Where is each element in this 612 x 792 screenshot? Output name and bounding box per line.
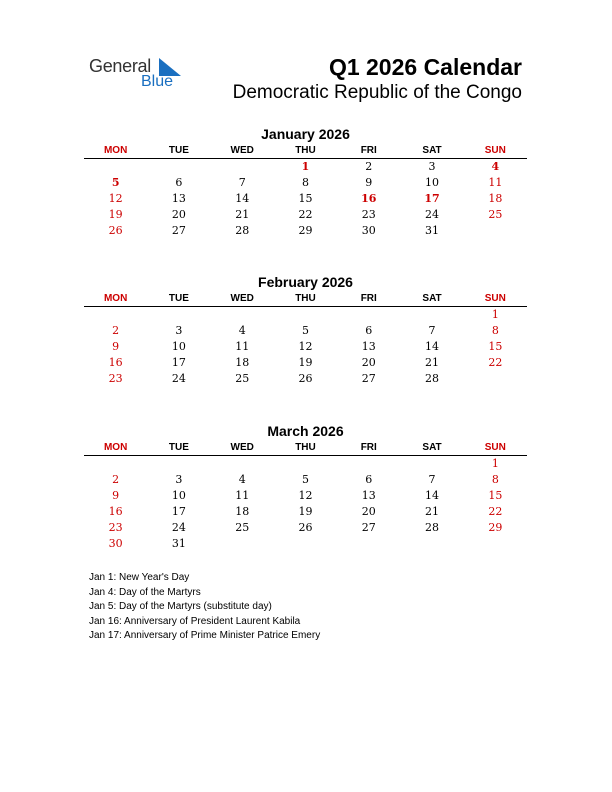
day-cell: 2 [365,160,373,173]
weekday-label: THU [295,293,316,304]
day-cell: 2 [112,473,120,486]
logo-text-blue: Blue [141,73,174,90]
day-cell: 20 [361,356,376,369]
day-cell: 21 [425,505,440,518]
weekday-label: TUE [168,442,189,453]
day-cell [337,536,400,552]
day-cell [84,159,147,175]
day-cell: 19 [298,505,313,518]
day-cell: 23 [108,521,123,534]
logo-text-general: General [89,56,151,76]
weekday-label: FRI [360,293,377,304]
day-cell: 8 [491,324,499,337]
week-row [84,175,527,191]
day-cell: 14 [425,489,440,502]
day-cell: 12 [298,340,313,353]
week-row [84,339,527,355]
weekday-header [84,292,527,307]
day-cell: 2 [112,324,120,337]
day-cell: 20 [171,208,186,221]
weekday-label: WED [230,293,254,304]
month-title: March 2026 [267,423,344,439]
day-cell: 16 [361,192,377,205]
day-cell: 25 [235,372,250,385]
day-cell: 28 [235,224,250,237]
day-cell: 5 [301,473,309,486]
day-cell: 25 [235,521,250,534]
day-cell: 13 [171,192,186,205]
day-cell: 8 [491,473,499,486]
day-cell [147,456,210,472]
day-cell: 1 [491,457,499,470]
day-cell: 30 [108,537,123,550]
day-cell: 3 [175,324,183,337]
day-cell: 17 [424,192,440,205]
day-cell: 12 [298,489,313,502]
weekday-label: FRI [360,442,377,453]
day-cell: 4 [491,160,500,173]
day-cell [337,307,400,323]
holiday-item: Jan 5: Day of the Martyrs (substitute day) [89,601,272,613]
day-cell: 16 [108,505,123,518]
day-cell [274,456,337,472]
day-cell: 26 [298,372,313,385]
day-cell [211,307,274,323]
month-january [84,124,527,239]
week-row [84,456,527,472]
day-cell: 10 [171,489,186,502]
day-cell [211,456,274,472]
day-cell: 24 [425,208,440,221]
holiday-item: Jan 4: Day of the Martyrs [89,586,201,598]
day-cell: 4 [238,473,246,486]
weekday-header [84,144,527,159]
week-row [84,159,527,175]
day-cell: 1 [491,308,499,321]
day-cell [400,536,463,552]
holiday-item: Jan 1: New Year's Day [89,572,190,583]
week-row [84,472,527,488]
weekday-label: MON [103,442,128,453]
day-cell: 26 [108,224,123,237]
day-cell: 15 [298,192,313,205]
day-cell: 24 [171,521,186,534]
day-cell: 4 [238,324,246,337]
day-cell: 8 [301,176,309,189]
weekday-label: SUN [484,293,506,304]
day-cell [211,159,274,175]
day-cell: 13 [361,489,376,502]
day-cell: 28 [425,372,440,385]
day-cell: 5 [111,176,120,189]
weekday-label: THU [295,145,316,156]
day-cell: 14 [425,340,440,353]
day-cell: 23 [108,372,123,385]
day-cell: 28 [425,521,440,534]
week-row [84,307,527,323]
day-cell: 25 [488,208,503,221]
day-cell [147,307,210,323]
page-title: Q1 2026 Calendar [328,54,522,80]
week-row [84,536,527,552]
weekday-label: SUN [484,442,506,453]
day-cell [84,456,147,472]
day-cell: 29 [298,224,313,237]
day-cell: 22 [488,356,503,369]
day-cell: 18 [235,505,250,518]
day-cell [274,307,337,323]
day-cell [464,536,527,552]
day-cell: 20 [361,505,376,518]
week-row [84,371,527,387]
day-cell [84,307,147,323]
day-cell: 6 [365,473,373,486]
day-cell: 10 [171,340,186,353]
day-cell: 14 [235,192,250,205]
weekday-label: MON [103,293,128,304]
day-cell: 5 [301,324,309,337]
holiday-item: Jan 16: Anniversary of President Laurent Kabila [89,615,301,627]
week-row [84,504,527,520]
week-row [84,355,527,371]
day-cell [274,536,337,552]
day-cell: 17 [171,356,186,369]
weekday-header [84,441,527,456]
day-cell: 29 [488,521,503,534]
day-cell: 31 [171,537,186,550]
weekday-label: MON [103,145,128,156]
day-cell: 7 [428,324,436,337]
day-cell: 13 [361,340,376,353]
day-cell: 18 [235,356,250,369]
day-cell: 9 [112,340,120,353]
day-cell: 7 [238,176,246,189]
week-row [84,223,527,239]
weekday-label: FRI [360,145,377,156]
day-cell [400,456,463,472]
logo [89,56,189,96]
weekday-label: SAT [422,145,442,156]
day-cell: 22 [488,505,503,518]
day-cell: 9 [365,176,373,189]
holiday-item: Jan 17: Anniversary of Prime Minister Patrice Emery [89,630,321,642]
week-row [84,207,527,223]
weekday-label: SUN [484,145,506,156]
day-cell: 18 [488,192,503,205]
day-cell [464,223,527,239]
day-cell: 16 [108,356,123,369]
day-cell: 17 [171,505,186,518]
day-cell: 10 [425,176,440,189]
day-cell: 6 [365,324,373,337]
day-cell: 1 [301,160,310,173]
day-cell: 22 [298,208,313,221]
day-cell [464,371,527,387]
day-cell: 24 [171,372,186,385]
day-cell: 19 [298,356,313,369]
weekday-label: SAT [422,293,442,304]
day-cell: 6 [175,176,183,189]
month-title: January 2026 [261,126,350,142]
day-cell: 12 [108,192,123,205]
weekday-label: WED [230,442,254,453]
weekday-label: THU [295,442,316,453]
week-row [84,520,527,536]
day-cell: 26 [298,521,313,534]
weekday-label: TUE [168,293,189,304]
weekday-label: TUE [168,145,189,156]
week-row [84,191,527,207]
weekday-label: WED [230,145,254,156]
page-subtitle: Democratic Republic of the Congo [232,82,522,103]
day-cell: 27 [171,224,186,237]
day-cell: 9 [112,489,120,502]
month-march [84,421,527,552]
month-title: February 2026 [258,274,353,290]
day-cell: 30 [361,224,376,237]
day-cell: 27 [361,372,376,385]
day-cell: 23 [361,208,376,221]
day-cell: 3 [175,473,183,486]
day-cell: 31 [425,224,440,237]
day-cell: 15 [488,340,503,353]
day-cell: 27 [361,521,376,534]
day-cell: 11 [488,176,503,189]
day-cell: 11 [235,340,250,353]
day-cell: 15 [488,489,503,502]
day-cell [400,307,463,323]
holiday-list [89,571,320,644]
day-cell: 19 [108,208,123,221]
day-cell [147,159,210,175]
day-cell: 21 [235,208,250,221]
day-cell [211,536,274,552]
day-cell: 21 [425,356,440,369]
month-february [84,272,527,387]
weekday-label: SAT [422,442,442,453]
week-row [84,488,527,504]
week-row [84,323,527,339]
day-cell: 3 [428,160,436,173]
day-cell [337,456,400,472]
day-cell: 11 [235,489,250,502]
day-cell: 7 [428,473,436,486]
